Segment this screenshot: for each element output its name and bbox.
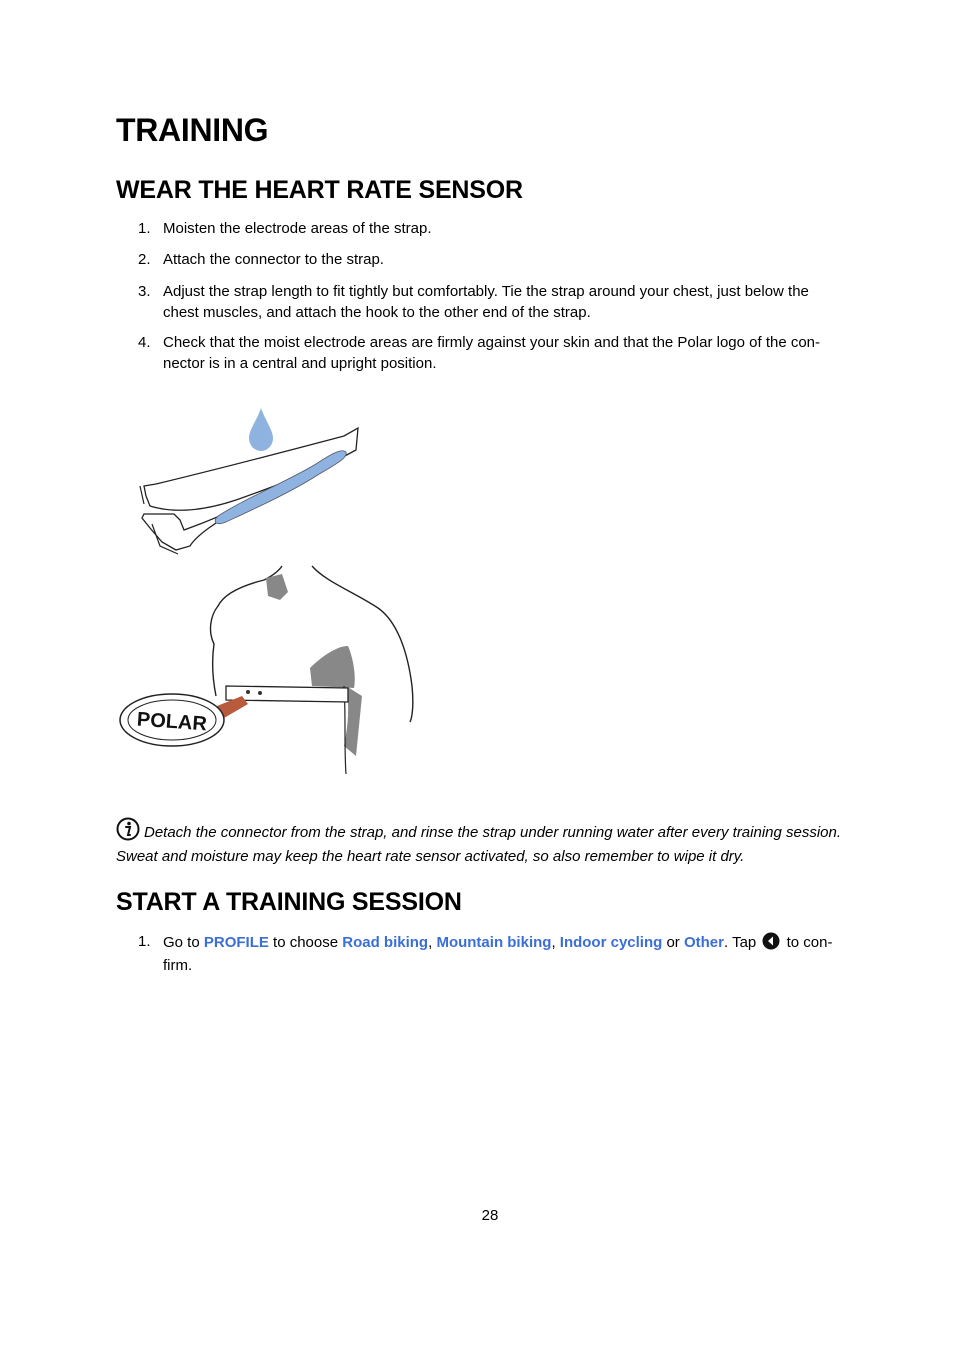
- sensor-drawing: [116, 396, 416, 776]
- step-number: 1.: [138, 933, 151, 950]
- info-icon: [116, 817, 140, 847]
- text-tap: . Tap: [724, 934, 761, 951]
- neck-shade: [266, 574, 288, 600]
- road-biking-link[interactable]: Road biking: [342, 934, 429, 951]
- text-sep: ,: [428, 934, 437, 951]
- back-button-icon: [762, 932, 780, 956]
- profile-link[interactable]: PROFILE: [203, 934, 269, 951]
- step-text: Moisten the electrode areas of the strap.: [163, 220, 432, 237]
- page-title: TRAINING: [116, 112, 269, 148]
- polar-logo: POLAR: [136, 708, 208, 736]
- text-confirm: to con-firm.: [163, 934, 833, 974]
- step-text: Adjust the strap length to fit tightly but comfortably. Tie the strap around your chest, just below the chest muscles, and attach the hook to the other end of the strap.: [163, 283, 809, 321]
- mountain-biking-link[interactable]: Mountain biking: [436, 934, 552, 951]
- section-heading-wear-sensor: WEAR THE HEART RATE SENSOR: [116, 176, 523, 204]
- step-number: 4.: [138, 334, 151, 351]
- text-go-to: Go to: [163, 934, 204, 951]
- step-text: Check that the moist electrode areas are firmly against your skin and that the Polar logo of the con-nector is in a central and upright position.: [163, 334, 821, 372]
- text-or: or: [662, 934, 684, 951]
- page-number: 28: [481, 1207, 499, 1224]
- strap-outline: [142, 428, 358, 550]
- chest-shade: [310, 646, 355, 688]
- step-number: 1.: [138, 220, 151, 237]
- indoor-cycling-link[interactable]: Indoor cycling: [559, 934, 663, 951]
- text-sep: ,: [551, 934, 560, 951]
- section-heading-start-session: START A TRAINING SESSION: [116, 888, 462, 916]
- step-number: 2.: [138, 251, 151, 268]
- step-text: Attach the connector to the strap.: [163, 251, 384, 268]
- step-text: [163, 932, 857, 976]
- water-drop-icon: [249, 408, 273, 451]
- other-link[interactable]: Other: [683, 934, 724, 951]
- text-to-choose: to choose: [268, 934, 343, 951]
- polar-connector: [120, 694, 224, 746]
- electrode-area: [215, 451, 346, 524]
- info-note: [116, 817, 864, 867]
- step-number: 3.: [138, 283, 151, 300]
- heart-rate-sensor-illustration: [116, 396, 416, 776]
- note-text: Detach the connector from the strap, and rinse the strap under running water after every training session. Sweat and moisture may keep the heart rate sensor activated, so also remember to wipe it dry.: [116, 824, 842, 865]
